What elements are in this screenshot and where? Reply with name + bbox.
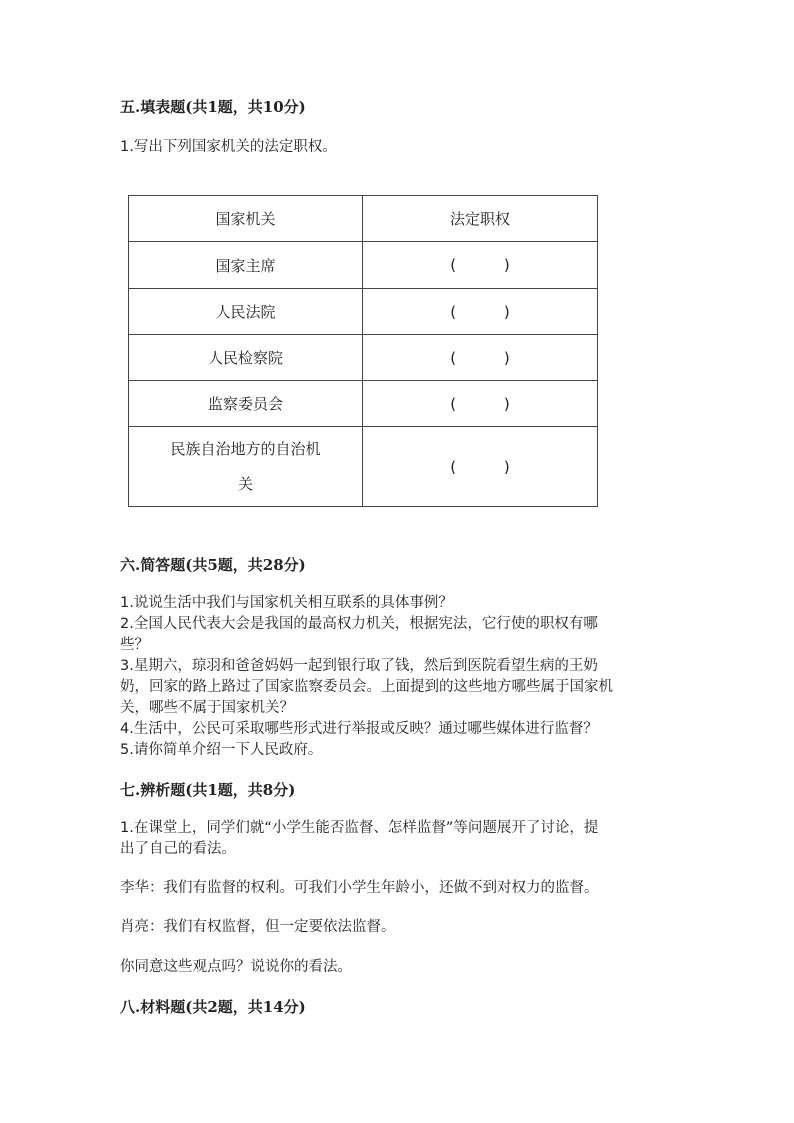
organ-cell-line1: 民族自治地方的自治机 (170, 439, 321, 458)
question-6-line: 4.生活中，公民可采取哪些形式进行举报或反映？通过哪些媒体进行监督？ (120, 721, 598, 737)
organ-cell (129, 427, 363, 507)
question-6-line: 1.说说生活中我们与国家机关相互联系的具体事例？ (120, 595, 453, 611)
section-8-heading: 八.材料题(共2题，共14分) (120, 998, 306, 1016)
question-6-line: 奶，回家的路上路过了国家监察委员会。上面提到的这些地方哪些属于国家机 (120, 679, 613, 695)
question-7-prompt: 你同意这些观点吗？说说你的看法。 (120, 959, 352, 975)
xiaoliang-statement: 肖亮：我们有权监督，但一定要依法监督。 (120, 919, 396, 935)
table-row (129, 427, 598, 507)
organ-cell-line2: 关 (237, 474, 253, 493)
table-row (129, 242, 598, 289)
organ-cell: 人民法院 (129, 289, 363, 335)
answer-blank[interactable]: ( ) (363, 242, 598, 289)
answer-blank[interactable]: ( ) (363, 381, 598, 427)
table-row (129, 289, 598, 335)
organs-rights-table (128, 195, 598, 507)
section-7-heading: 七.辨析题(共1题，共8分) (120, 781, 296, 799)
answer-blank[interactable]: ( ) (363, 289, 598, 335)
question-7-1-line2: 出了自己的看法。 (120, 841, 236, 857)
answer-blank[interactable]: ( ) (363, 427, 598, 507)
table-row (129, 335, 598, 381)
section-6-heading: 六.简答题(共5题，共28分) (120, 556, 306, 574)
organ-cell: 监察委员会 (129, 381, 363, 427)
table-header-row (129, 196, 598, 242)
question-5-1: 1.写出下列国家机关的法定职权。 (120, 139, 337, 155)
table-row (129, 381, 598, 427)
lihua-statement: 李华：我们有监督的权利。可我们小学生年龄小，还做不到对权力的监督。 (120, 880, 599, 896)
question-7-1-line1: 1.在课堂上，同学们就“小学生能否监督、怎样监督”等问题展开了讨论，提 (120, 820, 599, 836)
question-6-line: 些？ (120, 637, 149, 653)
question-6-line: 5.请你简单介绍一下人民政府。 (120, 742, 323, 758)
answer-blank[interactable]: ( ) (363, 335, 598, 381)
question-6-line: 3.星期六，琼羽和爸爸妈妈一起到银行取了钱，然后到医院看望生病的王奶 (120, 658, 598, 674)
header-organ: 国家机关 (129, 196, 363, 242)
question-6-line: 关，哪些不属于国家机关？ (120, 700, 294, 716)
organ-cell: 人民检察院 (129, 335, 363, 381)
question-6-line: 2.全国人民代表大会是我国的最高权力机关，根据宪法，它行使的职权有哪 (120, 616, 598, 632)
section-5-heading: 五.填表题(共1题，共10分) (120, 98, 306, 116)
header-rights: 法定职权 (363, 196, 598, 242)
organ-cell: 国家主席 (129, 242, 363, 289)
